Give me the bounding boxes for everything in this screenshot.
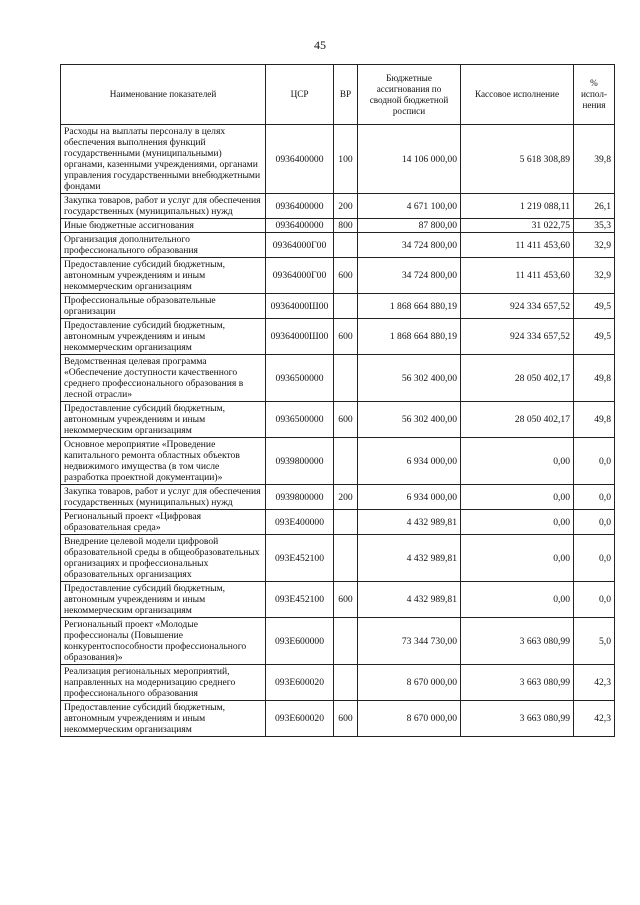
row-name-cell: Ведомственная целевая программа «Обеспечение доступности качественного среднего профессионального образования в лесной отрасли» [61, 355, 266, 402]
table-row [61, 402, 615, 438]
row-vr-cell [334, 665, 358, 701]
row-cash-cell: 0,00 [461, 535, 574, 582]
row-cash-cell: 3 663 080,99 [461, 665, 574, 701]
row-vr-cell: 200 [334, 194, 358, 219]
row-csr-cell: 093Е452100 [266, 535, 334, 582]
row-budget-cell: 6 934 000,00 [358, 438, 461, 485]
row-vr-cell: 600 [334, 319, 358, 355]
row-percent-cell: 5,0 [574, 618, 615, 665]
row-percent-cell: 49,8 [574, 402, 615, 438]
row-budget-cell: 4 432 989,81 [358, 535, 461, 582]
row-percent-cell: 0,0 [574, 510, 615, 535]
row-budget-cell: 14 106 000,00 [358, 125, 461, 194]
row-vr-cell: 100 [334, 125, 358, 194]
row-name-cell: Региональный проект «Молодые профессионалы (Повышение конкурентоспособности профессионального образования)» [61, 618, 266, 665]
row-vr-cell: 800 [334, 219, 358, 233]
row-budget-cell: 56 302 400,00 [358, 402, 461, 438]
row-name-cell: Предоставление субсидий бюджетным, автономным учреждениям и иным некоммерческим организациям [61, 319, 266, 355]
row-cash-cell: 0,00 [461, 485, 574, 510]
row-budget-cell: 4 432 989,81 [358, 582, 461, 618]
row-name-cell: Основное мероприятие «Проведение капитального ремонта областных объектов недвижимого имущества (в том числе разработка проектной документации)» [61, 438, 266, 485]
row-name-cell: Закупка товаров, работ и услуг для обеспечения государственных (муниципальных) нужд [61, 194, 266, 219]
row-vr-cell [334, 233, 358, 258]
row-cash-cell: 28 050 402,17 [461, 402, 574, 438]
table-row [61, 319, 615, 355]
header-cash: Кассовое исполнение [461, 65, 574, 125]
table-row [61, 438, 615, 485]
row-budget-cell: 8 670 000,00 [358, 665, 461, 701]
row-csr-cell: 09364000Г00 [266, 233, 334, 258]
header-name: Наименование показателей [61, 65, 266, 125]
row-vr-cell: 600 [334, 258, 358, 294]
table-row [61, 233, 615, 258]
row-name-cell: Реализация региональных мероприятий, направленных на модернизацию среднего профессионального образования [61, 665, 266, 701]
row-percent-cell: 0,0 [574, 535, 615, 582]
row-csr-cell: 0936500000 [266, 355, 334, 402]
row-cash-cell: 31 022,75 [461, 219, 574, 233]
row-percent-cell: 39,8 [574, 125, 615, 194]
row-csr-cell: 0936400000 [266, 194, 334, 219]
header-csr: ЦСР [266, 65, 334, 125]
row-cash-cell: 5 618 308,89 [461, 125, 574, 194]
row-csr-cell: 09364000Г00 [266, 258, 334, 294]
row-csr-cell: 093Е600020 [266, 701, 334, 737]
row-vr-cell: 600 [334, 402, 358, 438]
row-percent-cell: 0,0 [574, 582, 615, 618]
row-budget-cell: 4 432 989,81 [358, 510, 461, 535]
table-row [61, 701, 615, 737]
row-percent-cell: 32,9 [574, 258, 615, 294]
row-budget-cell: 1 868 664 880,19 [358, 319, 461, 355]
row-cash-cell: 0,00 [461, 510, 574, 535]
row-vr-cell [334, 618, 358, 665]
row-cash-cell: 11 411 453,60 [461, 258, 574, 294]
row-csr-cell: 0936400000 [266, 125, 334, 194]
table-row [61, 535, 615, 582]
budget-execution-table [60, 64, 615, 737]
row-budget-cell: 34 724 800,00 [358, 233, 461, 258]
table-row [61, 125, 615, 194]
page-number: 45 [314, 38, 326, 52]
row-cash-cell: 1 219 088,11 [461, 194, 574, 219]
row-vr-cell [334, 355, 358, 402]
row-vr-cell: 600 [334, 582, 358, 618]
row-budget-cell: 34 724 800,00 [358, 258, 461, 294]
row-vr-cell [334, 510, 358, 535]
row-cash-cell: 3 663 080,99 [461, 618, 574, 665]
row-budget-cell: 73 344 730,00 [358, 618, 461, 665]
row-percent-cell: 49,8 [574, 355, 615, 402]
row-vr-cell [334, 294, 358, 319]
row-cash-cell: 0,00 [461, 438, 574, 485]
table-row [61, 485, 615, 510]
row-budget-cell: 4 671 100,00 [358, 194, 461, 219]
row-budget-cell: 6 934 000,00 [358, 485, 461, 510]
row-vr-cell [334, 535, 358, 582]
header-vr: ВР [334, 65, 358, 125]
row-name-cell: Иные бюджетные ассигнования [61, 219, 266, 233]
row-csr-cell: 093Е400000 [266, 510, 334, 535]
row-csr-cell: 0939800000 [266, 438, 334, 485]
row-cash-cell: 0,00 [461, 582, 574, 618]
row-percent-cell: 0,0 [574, 485, 615, 510]
row-csr-cell: 0939800000 [266, 485, 334, 510]
header-budget: Бюджетные ассигнования по сводной бюджетной росписи [358, 65, 461, 125]
header-percent: % испол-нения [574, 65, 615, 125]
row-cash-cell: 924 334 657,52 [461, 319, 574, 355]
row-csr-cell: 09364000Ш00 [266, 319, 334, 355]
row-cash-cell: 3 663 080,99 [461, 701, 574, 737]
row-csr-cell: 093Е452100 [266, 582, 334, 618]
row-budget-cell: 56 302 400,00 [358, 355, 461, 402]
table-row [61, 510, 615, 535]
row-vr-cell: 200 [334, 485, 358, 510]
row-name-cell: Предоставление субсидий бюджетным, автономным учреждениям и иным некоммерческим организациям [61, 701, 266, 737]
row-percent-cell: 42,3 [574, 665, 615, 701]
row-csr-cell: 0936400000 [266, 219, 334, 233]
row-percent-cell: 42,3 [574, 701, 615, 737]
row-name-cell: Организация дополнительного профессионального образования [61, 233, 266, 258]
row-percent-cell: 49,5 [574, 294, 615, 319]
row-csr-cell: 09364000Ш00 [266, 294, 334, 319]
table-row [61, 294, 615, 319]
row-budget-cell: 1 868 664 880,19 [358, 294, 461, 319]
row-name-cell: Расходы на выплаты персоналу в целях обеспечения выполнения функций государственными (муниципальными) органами, казенными учреждениями, органами управления государственными внебюджетными фондами [61, 125, 266, 194]
row-csr-cell: 093Е600000 [266, 618, 334, 665]
row-percent-cell: 35,3 [574, 219, 615, 233]
row-vr-cell: 600 [334, 701, 358, 737]
table-header-row [61, 65, 615, 125]
row-percent-cell: 32,9 [574, 233, 615, 258]
table-row [61, 258, 615, 294]
row-csr-cell: 093Е600020 [266, 665, 334, 701]
row-cash-cell: 28 050 402,17 [461, 355, 574, 402]
row-name-cell: Профессиональные образовательные организации [61, 294, 266, 319]
row-name-cell: Предоставление субсидий бюджетным, автономным учреждениям и иным некоммерческим организациям [61, 582, 266, 618]
table-row [61, 219, 615, 233]
table-row [61, 355, 615, 402]
row-name-cell: Предоставление субсидий бюджетным, автономным учреждениям и иным некоммерческим организациям [61, 258, 266, 294]
row-csr-cell: 0936500000 [266, 402, 334, 438]
row-budget-cell: 87 800,00 [358, 219, 461, 233]
table-row [61, 194, 615, 219]
table-row [61, 582, 615, 618]
table-body [61, 125, 615, 737]
row-name-cell: Предоставление субсидий бюджетным, автономным учреждениям и иным некоммерческим организациям [61, 402, 266, 438]
row-cash-cell: 924 334 657,52 [461, 294, 574, 319]
row-budget-cell: 8 670 000,00 [358, 701, 461, 737]
row-percent-cell: 26,1 [574, 194, 615, 219]
table-row [61, 618, 615, 665]
row-name-cell: Закупка товаров, работ и услуг для обеспечения государственных (муниципальных) нужд [61, 485, 266, 510]
row-name-cell: Внедрение целевой модели цифровой образовательной среды в общеобразовательных организациях и профессиональных образовательных организациях [61, 535, 266, 582]
row-name-cell: Региональный проект «Цифровая образовательная среда» [61, 510, 266, 535]
row-percent-cell: 0,0 [574, 438, 615, 485]
row-cash-cell: 11 411 453,60 [461, 233, 574, 258]
table-row [61, 665, 615, 701]
row-percent-cell: 49,5 [574, 319, 615, 355]
row-vr-cell [334, 438, 358, 485]
